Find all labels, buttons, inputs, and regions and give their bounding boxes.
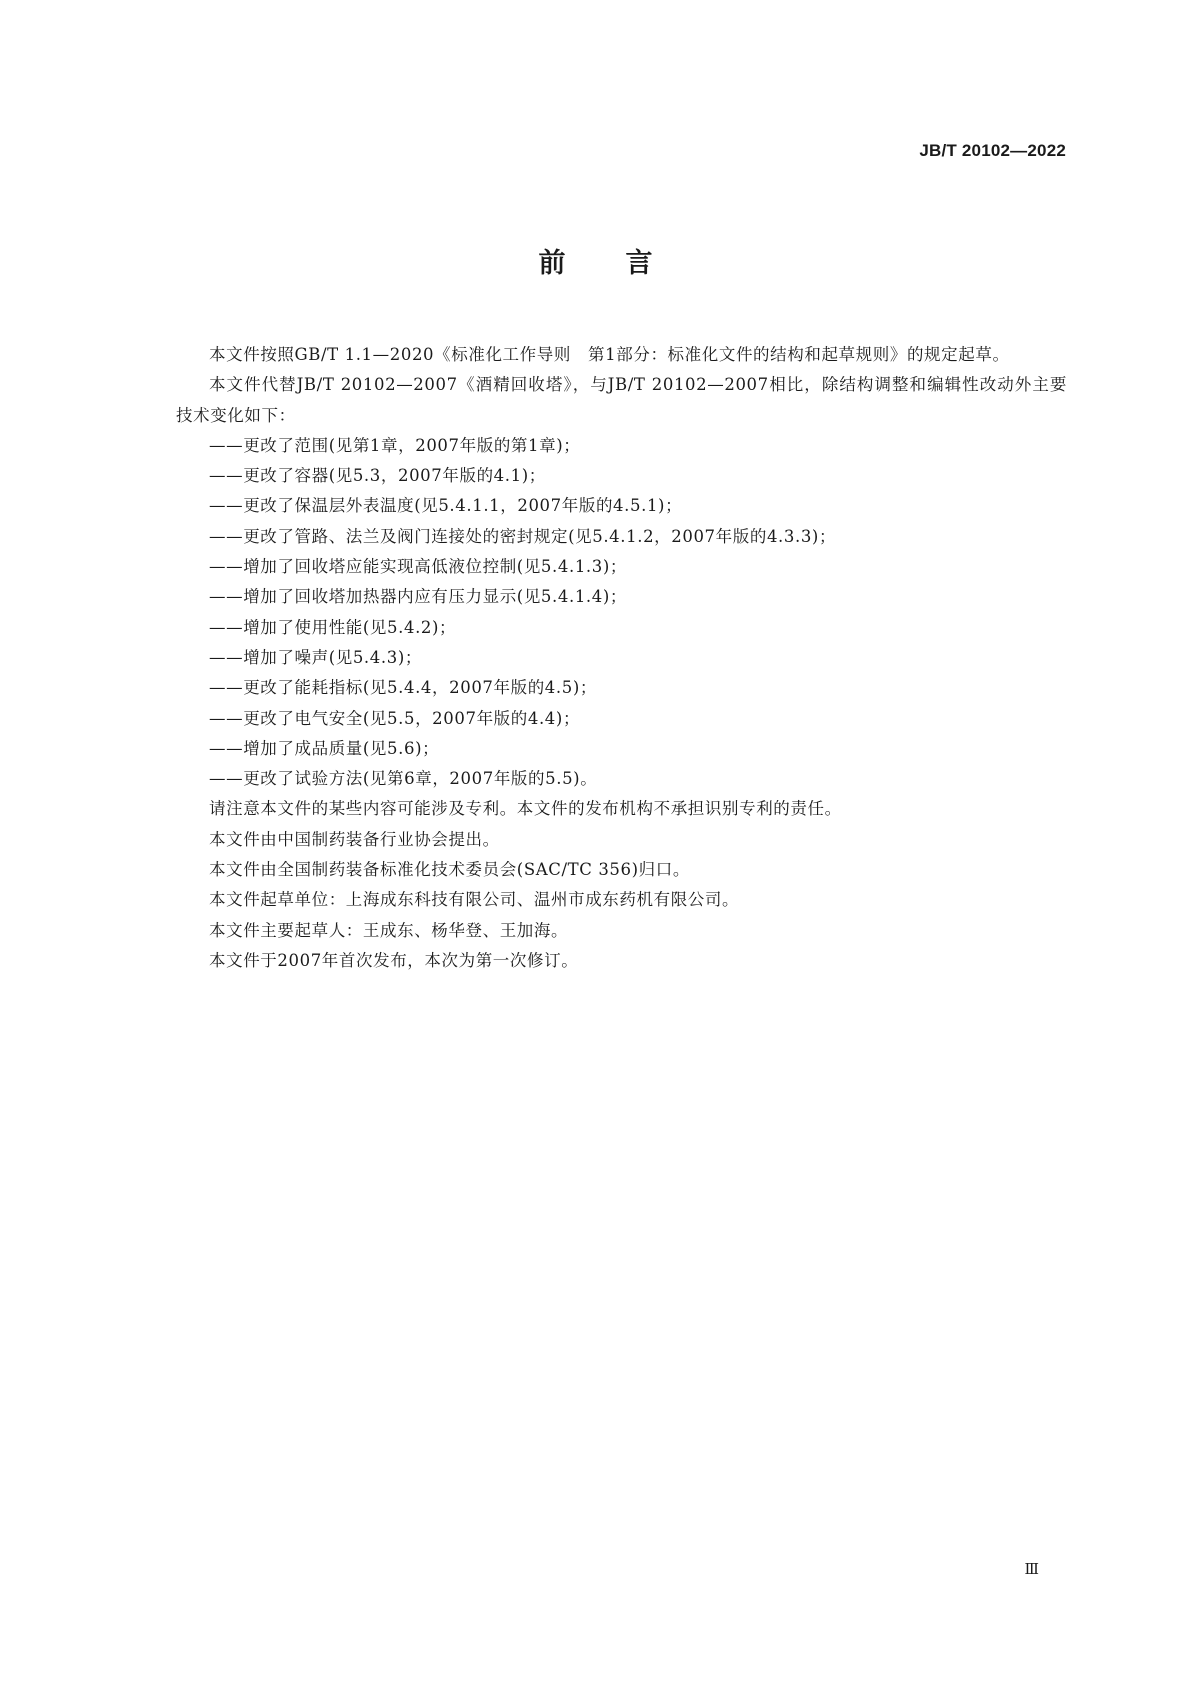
list-item: ——更改了能耗指标(见5.4.4，2007年版的4.5)； (209, 678, 597, 698)
list-item: ——增加了成品质量(见5.6)； (209, 738, 440, 758)
list-item: ——更改了电气安全(见5.5，2007年版的4.4)； (209, 708, 581, 728)
list-item: ——增加了噪声(见5.4.3)； (209, 647, 422, 667)
list-item: ——增加了回收塔加热器内应有压力显示(见5.4.1.4)； (209, 587, 628, 607)
changes-list (176, 431, 1067, 795)
paragraph-history: 本文件于2007年首次发布，本次为第一次修订。 (209, 950, 579, 970)
paragraph-replacement: 本文件代替JB/T 20102—2007《酒精回收塔》，与JB/T 20102—2007相比，除结构调整和编辑性改动外主要技术变化如下： (176, 375, 1067, 425)
list-item: ——更改了试验方法(见第6章，2007年版的5.5)。 (209, 769, 598, 789)
list-item: ——增加了回收塔应能实现高低液位控制(见5.4.1.3)； (209, 557, 628, 577)
page-title: 前言 (538, 248, 713, 279)
list-item: ——更改了保温层外表温度(见5.4.1.1，2007年版的4.5.1)； (209, 496, 683, 516)
paragraph-patent-notice: 请注意本文件的某些内容可能涉及专利。本文件的发布机构不承担识别专利的责任。 (209, 799, 842, 819)
paragraph-administrator: 本文件由全国制药装备标准化技术委员会(SAC/TC 356)归口。 (209, 860, 690, 880)
document-body (176, 340, 1067, 976)
list-item: ——更改了管路、法兰及阀门连接处的密封规定(见5.4.1.2，2007年版的4.3.3)； (209, 526, 837, 546)
paragraph-drafters: 本文件主要起草人：王成东、杨华登、王加海。 (209, 920, 569, 940)
list-item: ——更改了范围(见第1章，2007年版的第1章)； (209, 435, 581, 455)
list-item: ——更改了容器(见5.3，2007年版的4.1)； (209, 466, 546, 486)
list-item: ——增加了使用性能(见5.4.2)； (209, 617, 457, 637)
paragraph-drafting-units: 本文件起草单位：上海成东科技有限公司、温州市成东药机有限公司。 (209, 890, 740, 910)
page-number: Ⅲ (1024, 1560, 1039, 1578)
standard-code: JB/T 20102—2022 (919, 141, 1066, 160)
paragraph-proposer: 本文件由中国制药装备行业协会提出。 (209, 829, 500, 849)
paragraph-drafting-basis: 本文件按照GB/T 1.1—2020《标准化工作导则 第1部分：标准化文件的结构和起草规则》的规定起草。 (209, 345, 1010, 364)
